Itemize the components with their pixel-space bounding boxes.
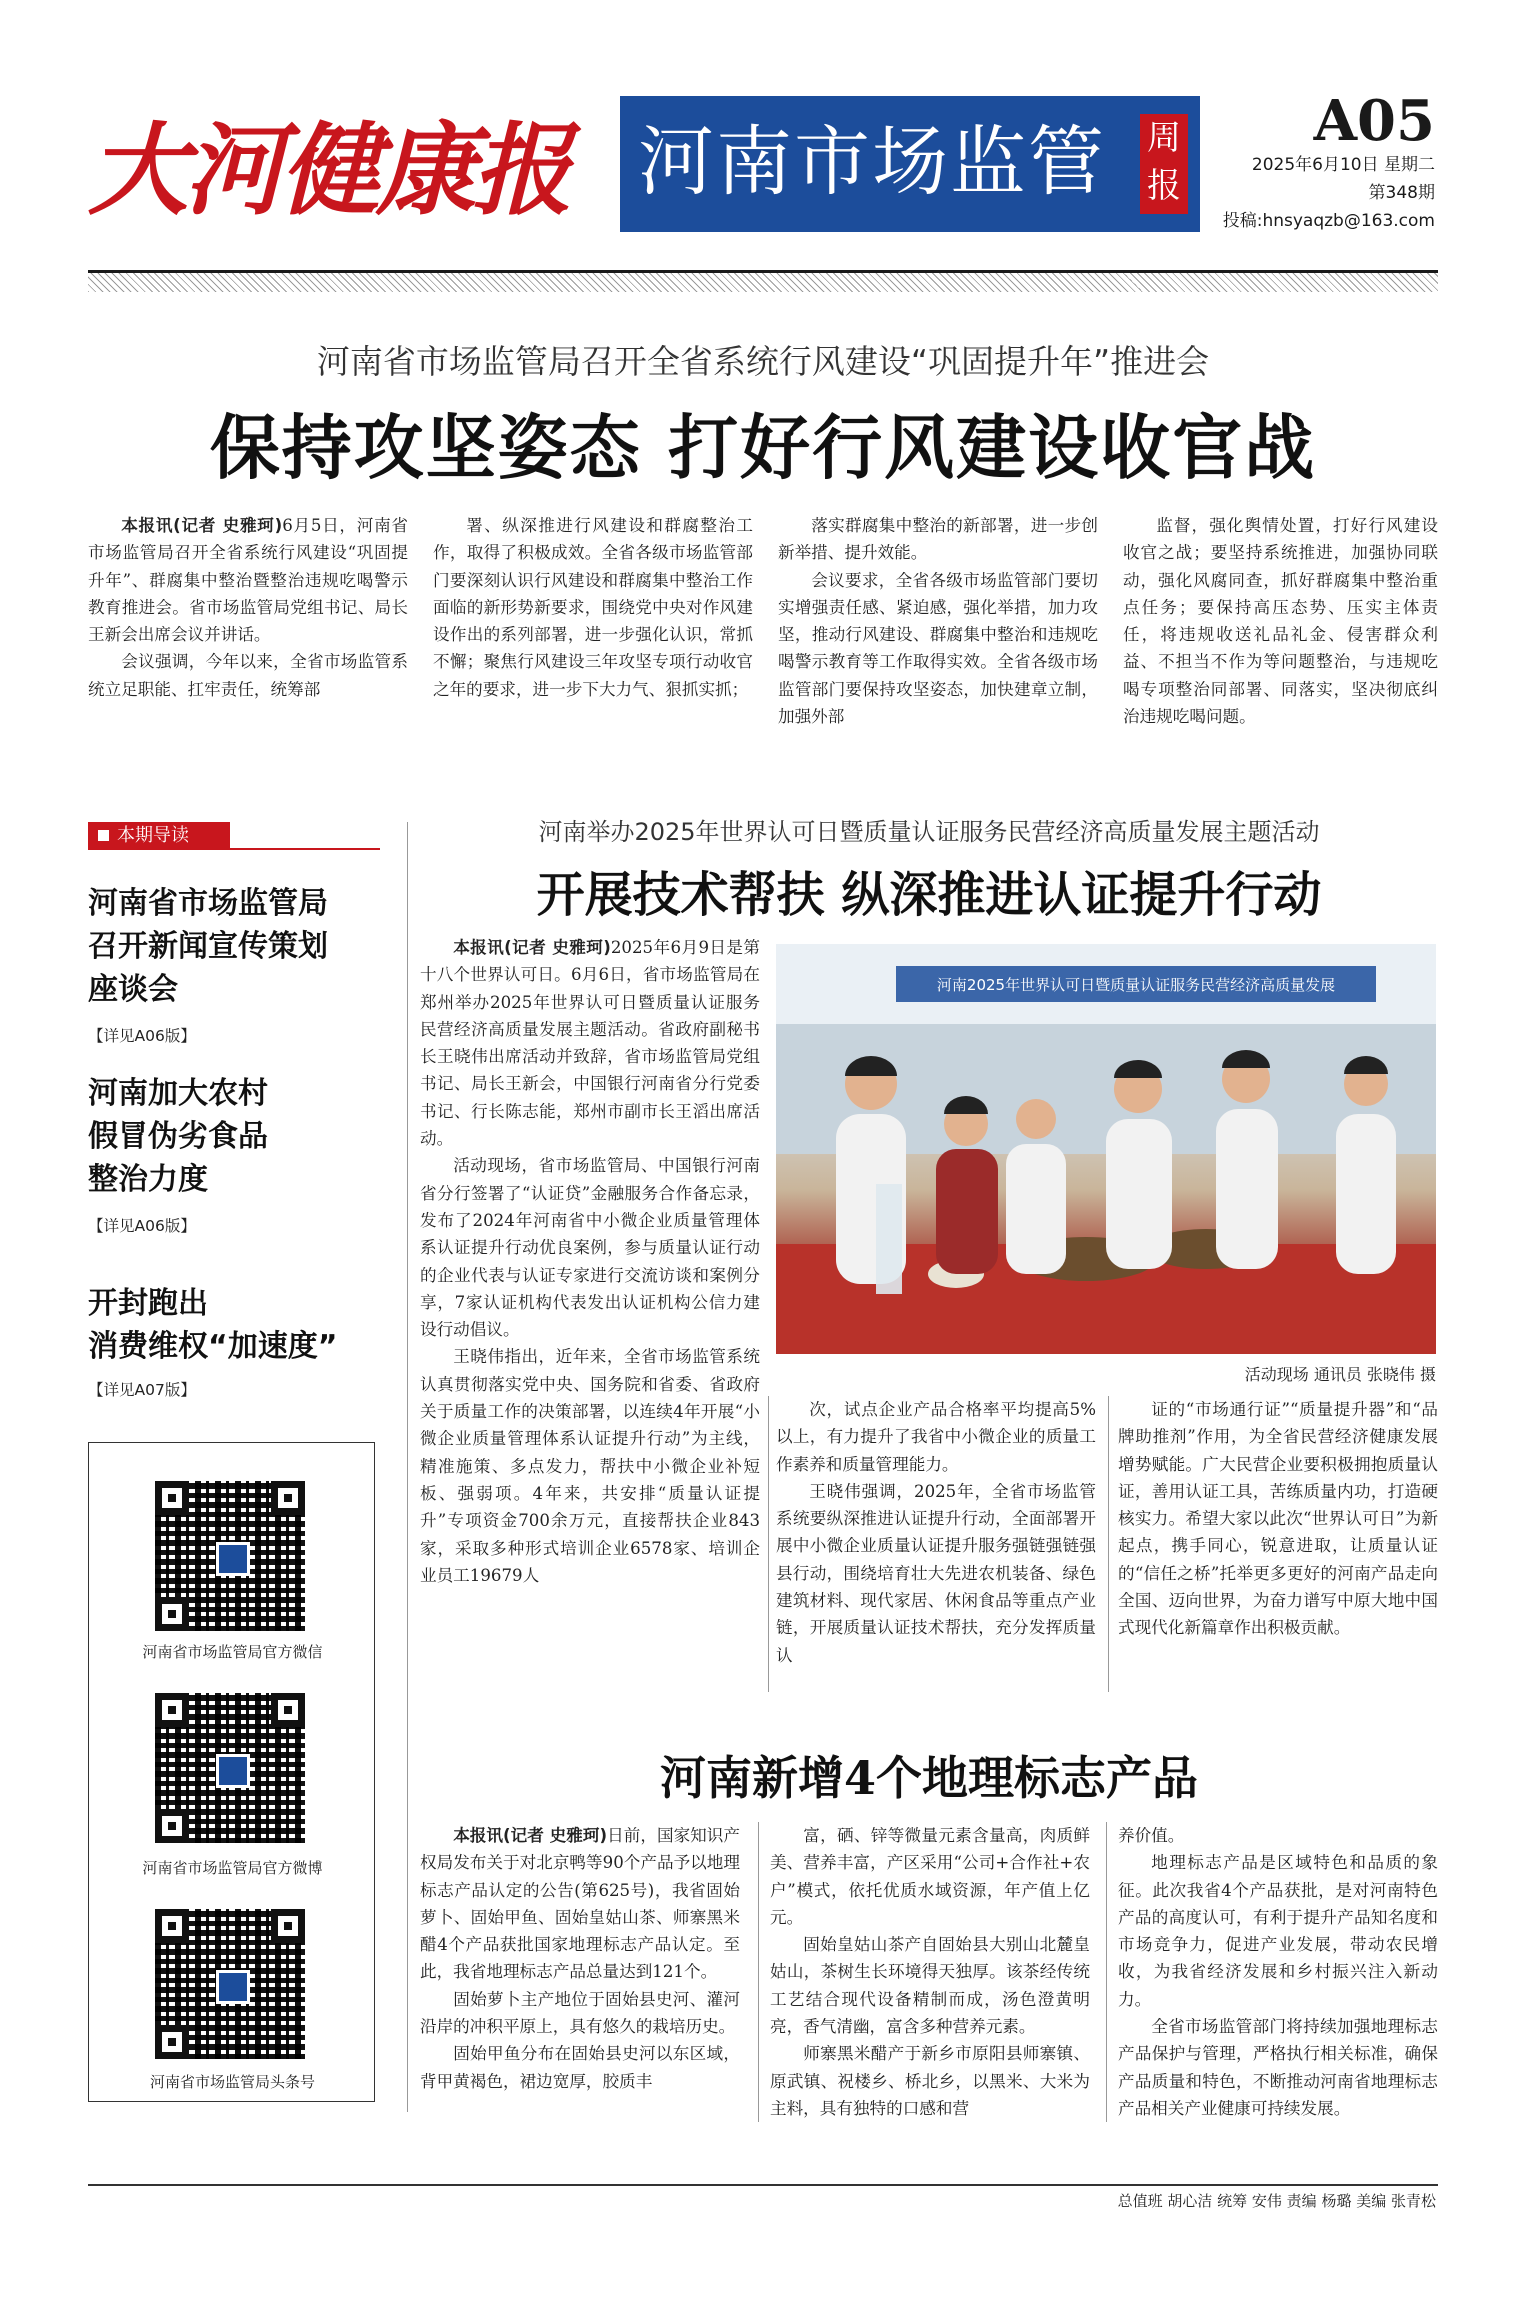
- lead-headline: 保持攻坚姿态 打好行风建设收官战: [209, 406, 1317, 489]
- lead-kicker: 河南省市场监管局召开全省系统行风建设“巩固提升年”推进会: [316, 342, 1210, 381]
- dateline: 本报讯(记者 史雅珂): [453, 938, 611, 957]
- article-paragraph: 会议强调，今年以来，全省市场监管系统立足职能、扛牢责任，统筹部: [88, 652, 408, 699]
- issue-number: 第348期: [1368, 183, 1435, 203]
- article-paragraph: 王晓伟指出，近年来，全省市场监管系统认真贯彻落实党中央、国务院和省委、省政府关于质量工作的决策部署，以连续4年开展“小微企业质量管理体系认证提升行动”为主线，精准施策、多点发力，帮扶中小微企业补短板、强弱项。4年来，共安排“质量认证提升”专项资金700余万元，直接帮扶企业843家，采取多种形式培训企业6578家、培训企业员工19679人: [420, 1347, 760, 1585]
- column-divider: [758, 1822, 759, 2122]
- story2-column-1: [420, 934, 760, 1589]
- section-title: 河南市场监管: [638, 117, 1106, 206]
- qr-finder: [155, 1809, 189, 1843]
- dateline: 本报讯(记者 史雅珂): [121, 516, 283, 535]
- section-banner: [620, 96, 1200, 232]
- qr-finder: [155, 2025, 189, 2059]
- guide-tag: [88, 822, 230, 850]
- story3-column-3: [1118, 1822, 1438, 2122]
- article-paragraph: 会议要求，全省各级市场监管部门要切实增强责任感、紧迫感，强化举措，加力攻坚，推动行风建设、群腐集中整治和违规吃喝警示教育等工作取得实效。全省各级市场监管部门要保持攻坚姿态，加快建章立制，加强外部: [778, 570, 1098, 727]
- article-paragraph: 全省市场监管部门将持续加强地理标志产品保护与管理，严格执行相关标准，确保产品质量和特色，不断推动河南省地理标志产品相关产业健康可持续发展。: [1118, 2017, 1438, 2118]
- story3-column-2: [770, 1822, 1090, 2122]
- column-divider: [407, 822, 408, 2112]
- article-paragraph: 王晓伟强调，2025年，全省市场监管系统要纵深推进认证提升行动，全面部署开展中小微企业质量认证提升服务强链强链强县行动，围绕培育壮大先进农机装备、绿色建筑材料、现代家居、休闲食品等重点产业链，开展质量认证技术帮扶，充分发挥质量认: [776, 1481, 1096, 1665]
- column-divider: [768, 1396, 769, 1692]
- qr-caption-weibo: 河南省市场监管局官方微博: [142, 1859, 323, 1877]
- story3-headline: 河南新增4个地理标志产品: [659, 1751, 1198, 1805]
- article-paragraph: 监督，强化舆情处置，打好行风建设收官之战；要坚持系统推进，加强协同联动，强化风腐同查，抓好群腐集中整治重点任务；要保持高压态势、压实主体责任，将违规收送礼品礼金、侵害群众利益、不担当不作为等问题整治，与违规吃喝专项整治同部署、同落实，坚决彻底纠治违规吃喝问题。: [1123, 516, 1438, 727]
- qr-code-toutiao[interactable]: [155, 1909, 305, 2059]
- footer-rule: [88, 2184, 1438, 2186]
- lead-column-2: [433, 512, 753, 703]
- lead-column-1: [88, 512, 408, 703]
- qr-center-logo: [216, 1542, 250, 1576]
- contact-email[interactable]: 投稿:hnsyaqzb@163.com: [1222, 211, 1435, 231]
- qr-finder: [155, 1693, 189, 1727]
- qr-finder: [271, 1909, 305, 1943]
- story2-kicker: 河南举办2025年世界认可日暨质量认证服务民营经济高质量发展主题活动: [538, 818, 1320, 846]
- article-paragraph: 本报讯(记者 史雅珂)日前，国家知识产权局发布关于对北京鸭等90个产品予以地理标志产品认定的公告(第625号)，我省固始萝卜、固始甲鱼、固始皇姑山茶、师寨黑米醋4个产品获批国家地理标志产品认定。至此，我省地理标志产品总量达到121个。: [420, 1826, 741, 1982]
- guide-item-1[interactable]: 河南省市场监管局 召开新闻宣传策划 座谈会: [88, 886, 328, 1007]
- column-divider: [1108, 1396, 1109, 1692]
- article-paragraph: 活动现场，省市场监管局、中国银行河南省分行签署了“认证贷”金融服务合作备忘录，发布了2024年河南省中小微企业质量管理体系认证提升行动优良案例，参与质量认证行动的企业代表与认证专家进行交流访谈和案例分享，7家认证机构代表发出认证机构公信力建设行动倡议。: [420, 1156, 760, 1340]
- story2-column-3: [1118, 1396, 1438, 1642]
- lead-column-3: [778, 512, 1098, 730]
- article-paragraph: 证的“市场通行证”“质量提升器”和“品牌助推剂”作用，为全省民营经济健康发展增势赋能。广大民营企业要积极拥抱质量认证，善用认证工具，苦练质量内功，打造硬核实力。希望大家以此次“世界认可日”为新起点，携手同心，锐意进取，让质量认证的“信任之桥”托举更多更好的河南产品走向全国、迈向世界，为奋力谱写中原大地中国式现代化新篇章作出积极贡献。: [1118, 1400, 1438, 1638]
- qr-caption-toutiao: 河南省市场监管局头条号: [149, 2073, 315, 2091]
- photo-banner: 河南2025年世界认可日暨质量认证服务民营经济高质量发展: [936, 976, 1336, 994]
- article-paragraph: 固始皇姑山茶产自固始县大别山北麓皇姑山，茶树生长环境得天独厚。该茶经传统工艺结合现代设备精制而成，汤色澄黄明亮，香气清幽，富含多种营养元素。: [770, 1935, 1090, 2037]
- article-paragraph: 本报讯(记者 史雅珂)2025年6月9日是第十八个世界认可日。6月6日，省市场监管局在郑州举办2025年世界认可日暨质量认证服务民营经济高质量发展主题活动。省政府副秘书长王晓伟出席活动并致辞，省市场监管局党组书记、局长王新会，中国银行河南省分行党委书记、行长陈志能，郑州市副市长王滔出席活动。: [420, 938, 760, 1149]
- article-paragraph: 富，硒、锌等微量元素含量高，肉质鲜美、营养丰富，产区采用“公司+合作社+农户”模式，依托优质水域资源，年产值上亿元。: [770, 1826, 1090, 1927]
- guide-ref-2[interactable]: 【详见A06版】: [88, 1217, 196, 1235]
- section-tag: 周报: [1140, 114, 1188, 214]
- qr-finder: [155, 1481, 189, 1515]
- qr-center-logo: [216, 1970, 250, 2004]
- qr-code-wechat[interactable]: [155, 1481, 305, 1631]
- photo-caption: 活动现场 通讯员 张晓伟 摄: [1244, 1365, 1436, 1384]
- qr-finder: [271, 1693, 305, 1727]
- guide-tag-label: 本期导读: [117, 825, 189, 846]
- guide-ref-3[interactable]: 【详见A07版】: [88, 1381, 196, 1399]
- editor-credits: 总值班 胡心洁 统筹 安伟 责编 杨璐 美编 张青松: [1117, 2192, 1436, 2210]
- article-paragraph: 本报讯(记者 史雅珂)6月5日，河南省市场监管局召开全省系统行风建设“巩固提升年”、群腐集中整治暨整治违规吃喝警示教育推进会。省市场监管局党组书记、局长王新会出席会议并讲话。: [88, 516, 408, 645]
- article-paragraph: 固始甲鱼分布在固始县史河以东区域，背甲黄褐色，裙边宽厚，胶质丰: [420, 2044, 740, 2091]
- story2-headline: 开展技术帮扶 纵深推进认证提升行动: [536, 867, 1322, 923]
- story3-column-1: [420, 1822, 740, 2095]
- masthead-rule: [88, 270, 1438, 292]
- article-paragraph: 师寨黑米醋产于新乡市原阳县师寨镇、原武镇、祝楼乡、桥北乡，以黑米、大米为主料，具有独特的口感和营: [770, 2044, 1090, 2118]
- article-paragraph: 署、纵深推进行风建设和群腐整治工作，取得了积极成效。全省各级市场监管部门要深刻认识行风建设和群腐集中整治工作面临的新形势新要求，围绕党中央对作风建设作出的系列部署，进一步强化认识，常抓不懈；聚焦行风建设三年攻坚专项行动收官之年的要求，进一步下大力气、狠抓实抓；: [433, 516, 753, 699]
- article-paragraph: 养价值。: [1118, 1826, 1185, 1845]
- newspaper-logo: 大河健康报: [88, 111, 568, 229]
- story2-column-2: [776, 1396, 1096, 1669]
- guide-item-2[interactable]: 河南加大农村 假冒伪劣食品 整治力度: [88, 1076, 268, 1197]
- event-photo-svg: [776, 944, 1436, 1354]
- article-paragraph: 固始萝卜主产地位于固始县史河、灌河沿岸的冲积平原上，具有悠久的栽培历史。: [420, 1989, 740, 2037]
- qr-finder: [155, 1597, 189, 1631]
- lead-column-4: [1123, 512, 1438, 730]
- article-paragraph: 地理标志产品是区域特色和品质的象征。此次我省4个产品获批，是对河南特色产品的高度认可，有利于提升产品知名度和市场竞争力，促进产业发展，带动农民增收，为我省经济发展和乡村振兴注入新动力。: [1118, 1853, 1438, 2009]
- qr-center-logo: [216, 1754, 250, 1788]
- column-divider: [1106, 1822, 1107, 2122]
- article-paragraph: 落实群腐集中整治的新部署，进一步创新举措、提升效能。: [778, 516, 1098, 563]
- guide-item-3[interactable]: 开封跑出 消费维权“加速度”: [88, 1286, 338, 1364]
- qr-caption-wechat: 河南省市场监管局官方微信: [142, 1643, 323, 1661]
- qr-finder: [271, 1481, 305, 1515]
- guide-ref-1[interactable]: 【详见A06版】: [88, 1027, 196, 1045]
- square-icon: [98, 830, 109, 841]
- dateline: 本报讯(记者 史雅珂): [453, 1826, 608, 1845]
- event-photo: [776, 944, 1436, 1354]
- qr-panel: [88, 1442, 375, 2102]
- guide-rule: [230, 848, 380, 850]
- qr-finder: [155, 1909, 189, 1943]
- page-number: A05: [1313, 88, 1435, 154]
- issue-date: 2025年6月10日 星期二: [1251, 155, 1435, 175]
- article-paragraph: 次，试点企业产品合格率平均提高5%以上，有力提升了我省中小微企业的质量工作素养和质量管理能力。: [776, 1400, 1096, 1474]
- qr-code-weibo[interactable]: [155, 1693, 305, 1843]
